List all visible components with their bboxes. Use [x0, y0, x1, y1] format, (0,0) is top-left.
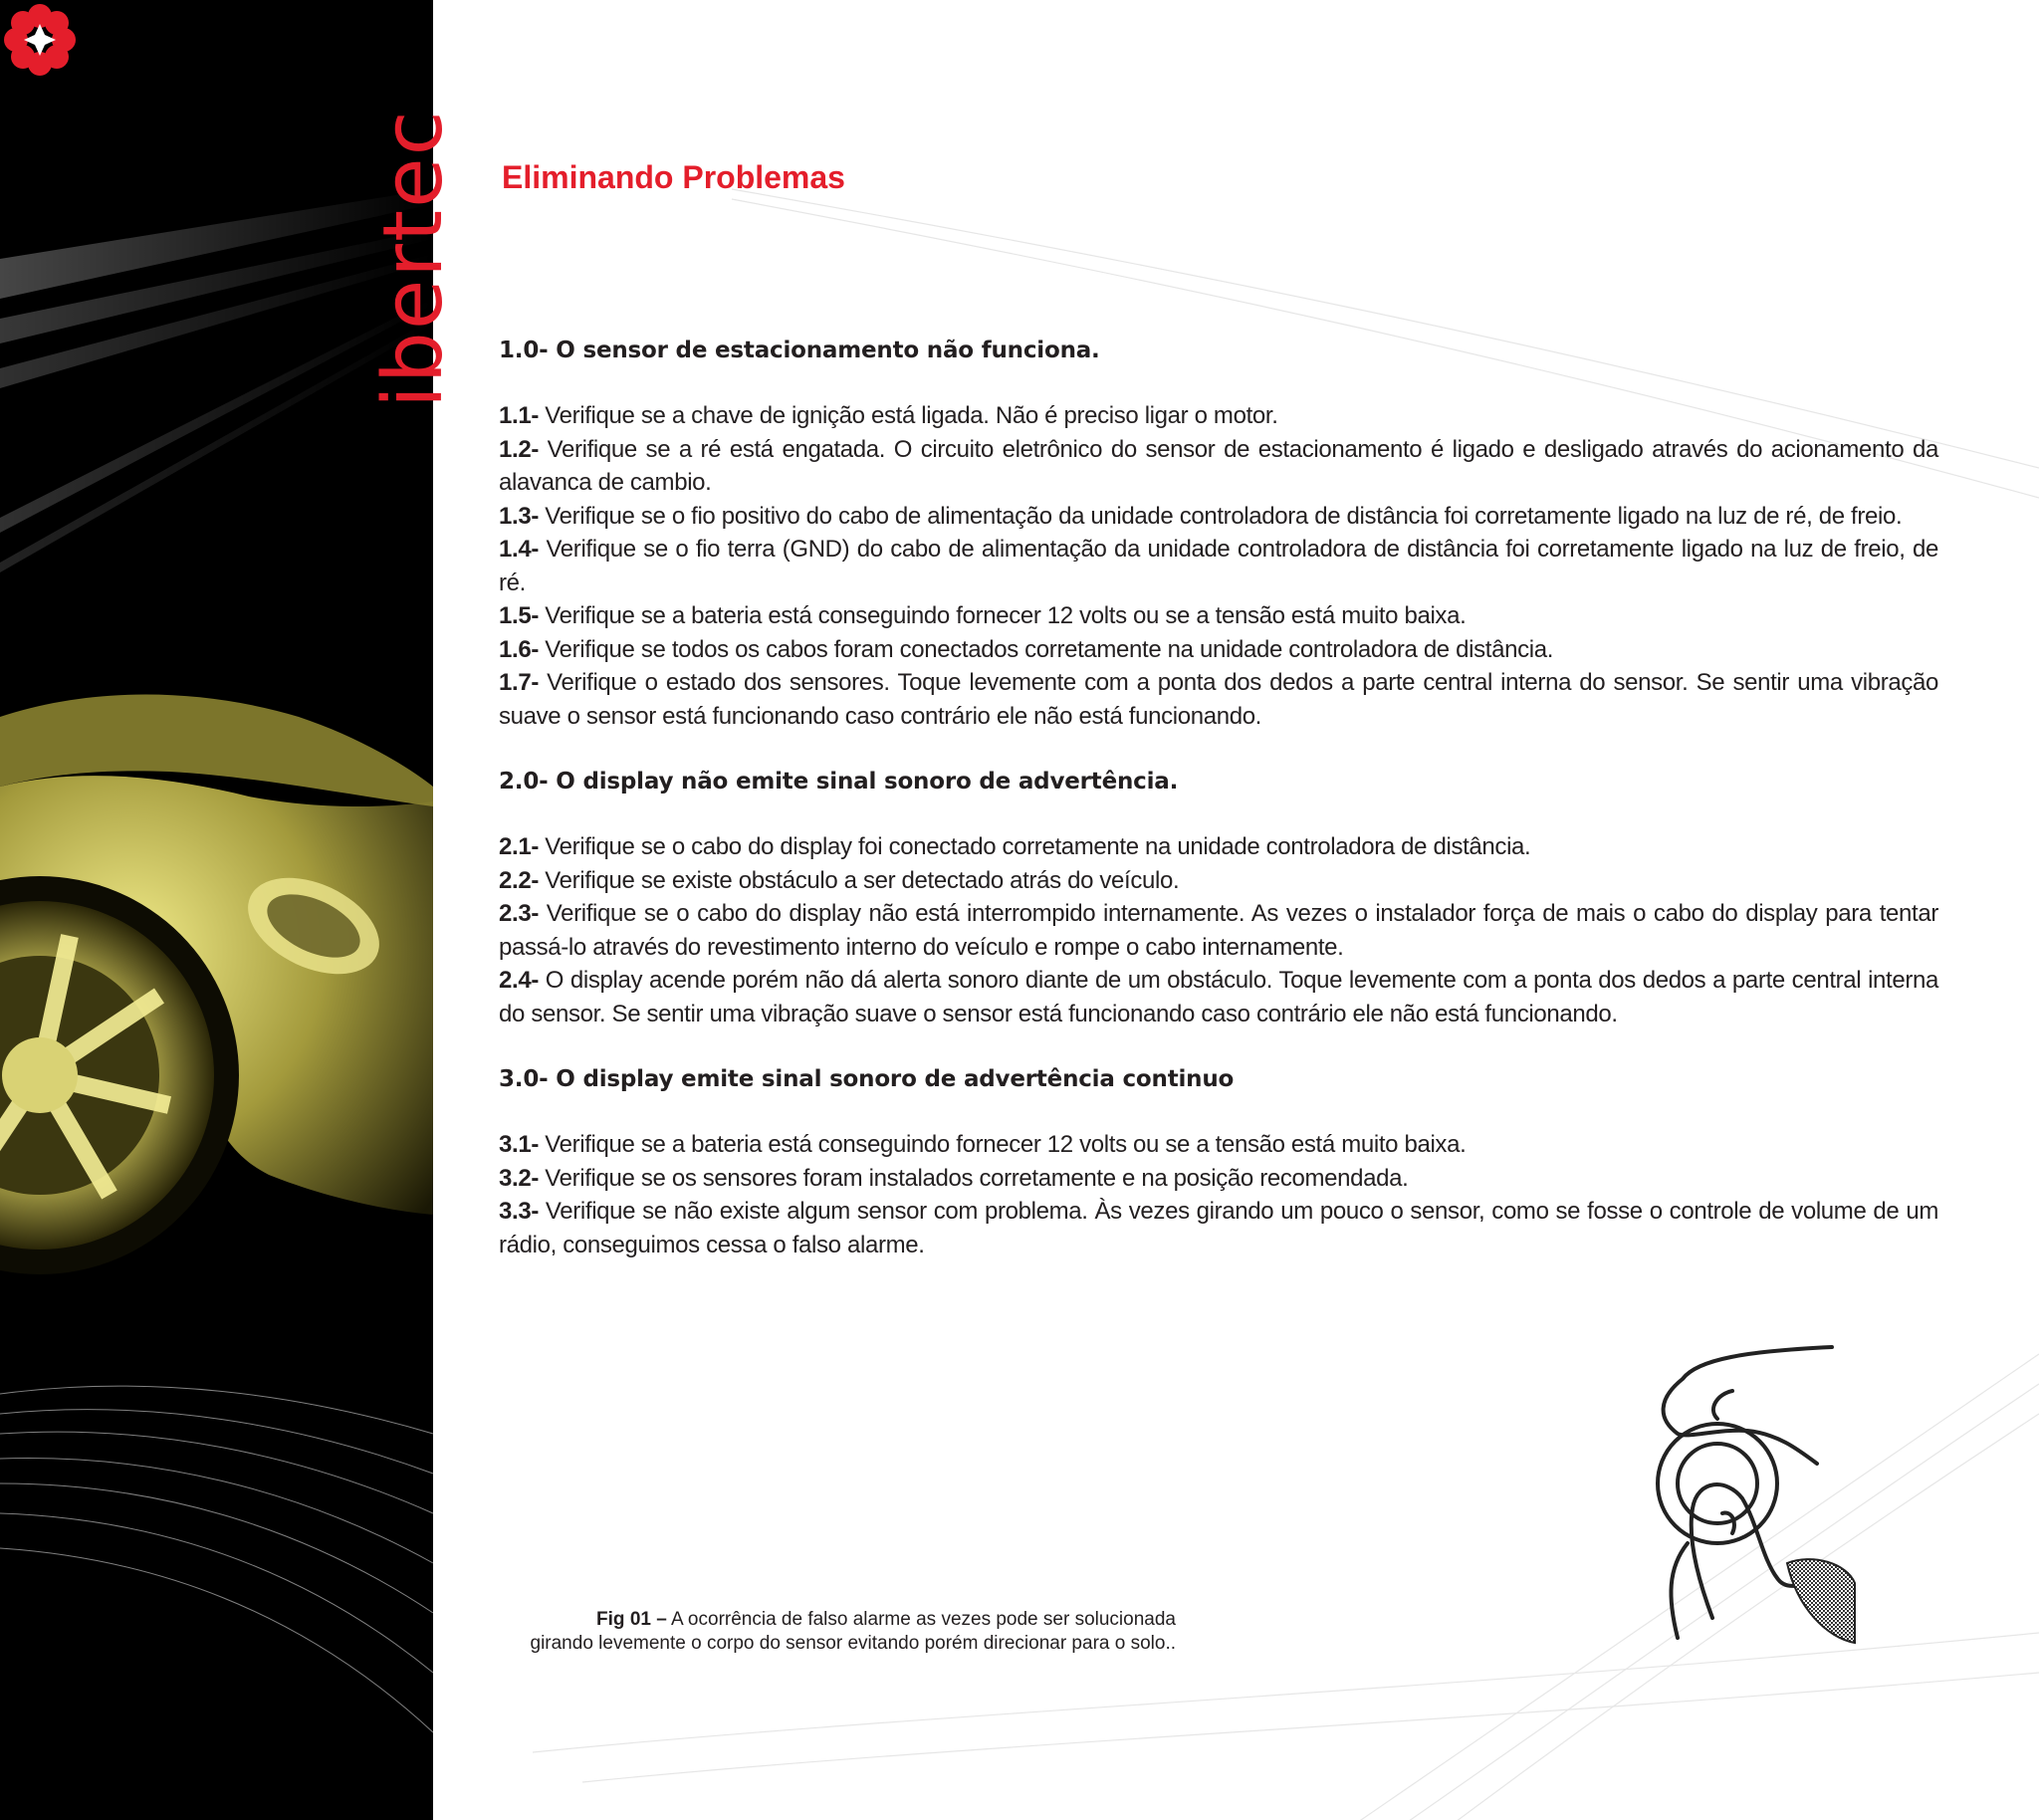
item-number: 1.1-: [499, 402, 539, 429]
brand-logo-text: ibertec: [366, 109, 461, 408]
item-number: 2.3-: [499, 900, 539, 927]
list-item: [499, 830, 1938, 864]
item-text: Verifique se a bateria está conseguindo fornecer 12 volts ou se a tensão está muito baixa.: [538, 602, 1467, 629]
list-item: [499, 533, 1938, 599]
item-number: 1.2-: [499, 435, 539, 463]
item-number: 3.1-: [499, 1131, 539, 1158]
list-item: [499, 1195, 1938, 1261]
sidebar-panel: [0, 0, 461, 1820]
item-text: Verifique o estado dos sensores. Toque levemente com a ponta dos dedos a parte central interna do sensor. Se sentir uma vibração suave o sensor está funcionando caso contrário ele não está funcionando.: [499, 669, 1938, 730]
item-text: Verifique se a chave de ignição está ligada. Não é preciso ligar o motor.: [538, 402, 1278, 429]
item-text: Verifique se os sensores foram instalados corretamente e na posição recomendada.: [538, 1164, 1409, 1192]
figure-caption-line: girando levemente o corpo do sensor evitando porém direcionar para o solo..: [530, 1633, 1176, 1654]
list-item: [499, 433, 1938, 500]
item-text: Verifique se o fio terra (GND) do cabo de alimentação da unidade controladora de distância foi corretamente ligado na luz de freio, de ré.: [499, 536, 1938, 596]
list-item: [499, 666, 1938, 733]
list-item: [499, 1162, 1938, 1196]
item-number: 2.1-: [499, 833, 539, 860]
item-number: 2.4-: [499, 967, 539, 994]
item-number: 1.4-: [499, 536, 539, 563]
section-heading: 2.0- O display não emite sinal sonoro de advertência.: [499, 769, 1179, 795]
list-item: [499, 633, 1938, 667]
item-number: 1.7-: [499, 669, 539, 696]
list-item: [499, 864, 1938, 898]
item-number: 1.6-: [499, 635, 539, 663]
item-number: 2.2-: [499, 866, 539, 894]
item-text: O display acende porém não dá alerta sonoro diante de um obstáculo. Toque levemente com a ponta dos dedos a parte central interna do sensor. Se sentir uma vibração suave o sensor está funcionando caso contrário ele não está funcionando.: [499, 967, 1938, 1027]
figure-label: Fig 01 –: [596, 1609, 667, 1630]
item-number: 3.2-: [499, 1164, 539, 1192]
troubleshooting-content: [499, 333, 1938, 1261]
list-item: [499, 964, 1938, 1030]
finger-sensor-illustration: [1190, 1339, 1867, 1668]
section-heading: 1.0- O sensor de estacionamento não funciona.: [499, 338, 1100, 363]
list-item: [499, 599, 1938, 633]
list-item: [499, 500, 1938, 534]
page-title: Eliminando Problemas: [502, 159, 845, 195]
item-text: Verifique se o fio positivo do cabo de alimentação da unidade controladora de distância foi corretamente ligado na luz de ré, de freio.: [538, 502, 1903, 530]
item-text: Verifique se o cabo do display não está interrompido internamente. As vezes o instalador força de mais o cabo do display para tentar passá-lo através do revestimento interno do veículo e rompe o cabo internamente.: [499, 900, 1938, 961]
section-heading: 3.0- O display emite sinal sonoro de advertência continuo: [499, 1066, 1235, 1092]
figure-caption: [499, 1608, 1176, 1656]
item-text: Verifique se a bateria está conseguindo fornecer 12 volts ou se a tensão está muito baixa.: [538, 1131, 1467, 1158]
item-text: Verifique se a ré está engatada. O circuito eletrônico do sensor de estacionamento é ligado e desligado através do acionamento da alavanca de cambio.: [499, 435, 1938, 496]
item-text: Verifique se não existe algum sensor com problema. Às vezes girando um pouco o sensor, como se fosse o controle de volume de um rádio, conseguimos cessa o falso alarme.: [499, 1198, 1938, 1258]
item-text: Verifique se existe obstáculo a ser detectado atrás do veículo.: [538, 866, 1180, 894]
item-number: 1.5-: [499, 602, 539, 629]
figure-caption-text: A ocorrência de falso alarme as vezes pode ser solucionada: [666, 1609, 1176, 1630]
item-text: Verifique se o cabo do display foi conectado corretamente na unidade controladora de distância.: [538, 833, 1531, 860]
item-text: Verifique se todos os cabos foram conectados corretamente na unidade controladora de distância.: [538, 635, 1554, 663]
item-number: 3.3-: [499, 1198, 539, 1225]
item-number: 1.3-: [499, 502, 539, 530]
list-item: [499, 399, 1938, 433]
flower-logo-icon: [0, 0, 80, 80]
main-content: [433, 0, 2039, 1820]
list-item: [499, 1128, 1938, 1162]
list-item: [499, 897, 1938, 964]
figure-caption-line: [499, 1608, 1176, 1632]
